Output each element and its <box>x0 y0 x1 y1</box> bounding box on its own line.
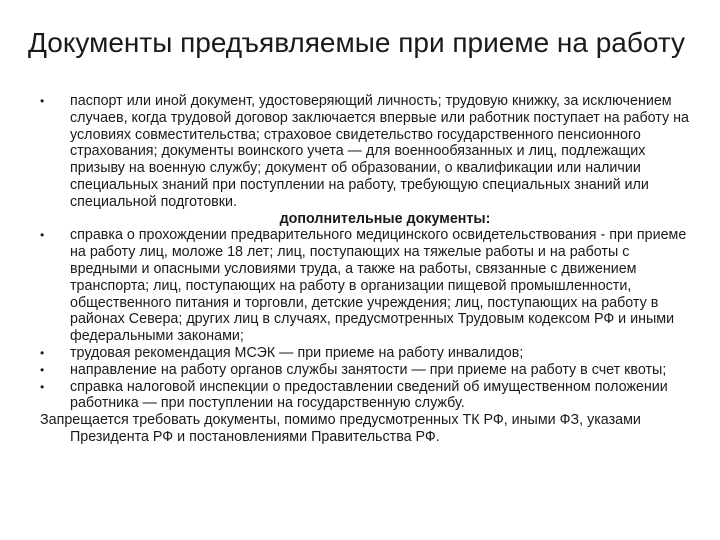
additional-item-text: трудовая рекомендация МСЭК — при приеме на работу инвалидов; <box>70 344 524 361</box>
additional-item <box>40 227 700 345</box>
additional-item-text: направление на работу органов службы занятости — при приеме на работу в счет квоты; <box>70 361 667 378</box>
additional-item-text: справка о прохождении предварительного медицинского освидетельствования - при приеме на работу лиц, моложе 18 лет; лиц, поступающих на тяжелые работы и на работы с вредными и опасными условиями труда, а также на работы, связанные с движением транспорта; лиц, поступающих на работу в организации пищевой промышленности, общественного питания и торговли, детские учреждения; лиц, поступающих на работу в районах Севера; других лиц в случаях, предусмотренных Трудовым кодексом РФ и иными федеральными законами; <box>70 227 687 345</box>
bullet-icon: • <box>40 228 45 243</box>
bullet-icon: • <box>40 345 45 360</box>
bullet-icon: • <box>40 362 45 377</box>
additional-item-text: справка налоговой инспекции о предоставлении сведений об имущественном положении работника — при поступлении на государственную службу. <box>70 378 668 412</box>
closing-text: Запрещается требовать документы, помимо предусмотренных ТК РФ, иными ФЗ, указами Президента РФ и постановлениями Правительства РФ. <box>40 412 641 445</box>
additional-item <box>40 379 700 413</box>
slide-content <box>40 93 700 446</box>
bullet-icon: • <box>40 379 45 394</box>
main-document-item <box>40 93 700 211</box>
additional-item <box>40 362 700 379</box>
bullet-icon: • <box>40 94 45 108</box>
closing-paragraph <box>10 412 700 446</box>
additional-documents-heading: дополнительные документы: <box>279 210 491 227</box>
additional-item <box>40 345 700 362</box>
main-document-text: паспорт или иной документ, удостоверяющий личность; трудовую книжку, за исключением случаев, когда трудовой договор заключается впервые или работник поступает на работу на условиях совместительства; страховое свидетельство государственного пенсионного страхования; документы воинского учета — для военнообязанных и лиц, подлежащих призыву на военную службу; документ об образовании, о квалификации или наличии специальных знаний при поступлении на работу, требующую специальных знаний или специальной подготовки. <box>70 93 689 210</box>
slide-title: Документы предъявляемые при приеме на работу <box>28 27 686 58</box>
